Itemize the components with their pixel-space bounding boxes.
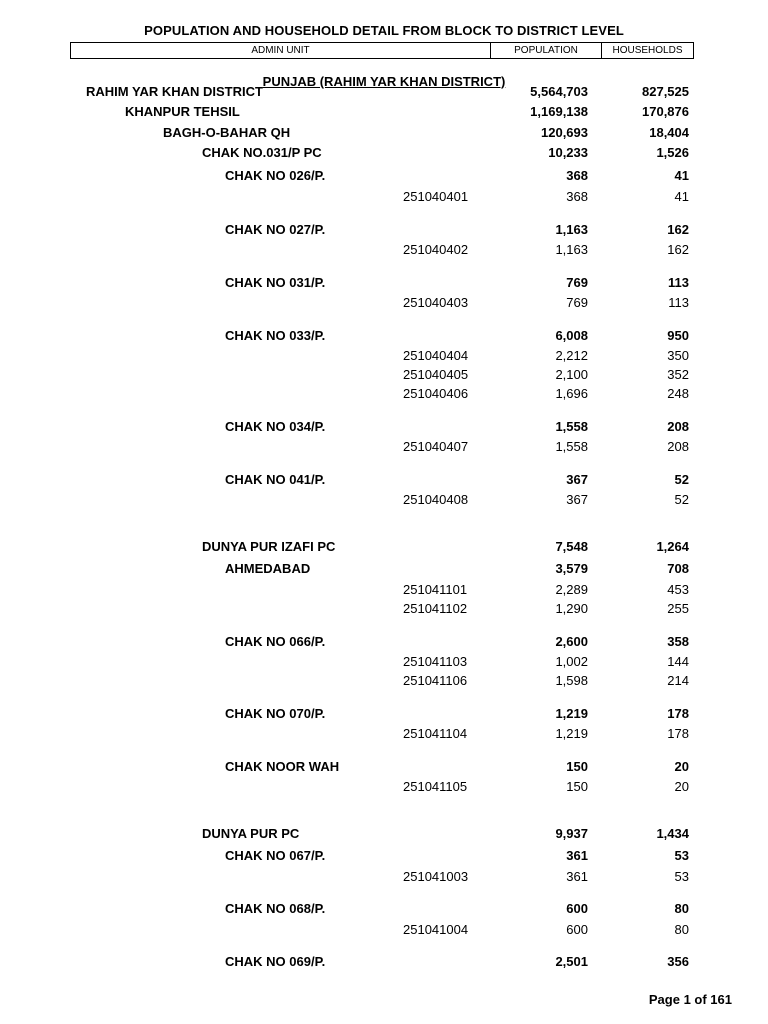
households-value: 350	[667, 348, 689, 363]
population-value: 361	[566, 869, 588, 884]
households-value: 18,404	[649, 125, 689, 140]
block-code: 251041004	[403, 922, 469, 937]
block-code: 251041101	[403, 582, 468, 597]
unit-name: CHAK NO 070/P.	[225, 706, 326, 721]
block-code: 251041103	[403, 654, 468, 669]
population-value: 368	[566, 168, 588, 183]
unit-name: CHAK NO 027/P.	[225, 222, 326, 237]
households-value: 113	[668, 275, 689, 290]
block-row	[0, 385, 768, 403]
village-row	[0, 327, 768, 345]
pc-row	[0, 825, 768, 843]
block-row	[0, 653, 768, 671]
households-value: 178	[667, 706, 689, 721]
population-value: 769	[566, 275, 588, 290]
unit-name: RAHIM YAR KHAN DISTRICT	[86, 84, 263, 99]
block-row	[0, 438, 768, 456]
population-value: 600	[566, 922, 588, 937]
block-code: 251040406	[403, 386, 469, 401]
households-value: 1,526	[656, 145, 689, 160]
population-value: 9,937	[555, 826, 588, 841]
households-value: 113	[668, 295, 689, 310]
population-value: 7,548	[555, 539, 588, 554]
unit-name: CHAK NO 031/P.	[225, 275, 326, 290]
block-row	[0, 600, 768, 618]
households-value: 178	[667, 726, 689, 741]
population-value: 600	[566, 901, 588, 916]
population-value: 10,233	[548, 145, 588, 160]
households-value: 1,434	[656, 826, 689, 841]
population-value: 368	[566, 189, 588, 204]
block-code: 251040402	[403, 242, 469, 257]
village-row	[0, 758, 768, 776]
village-row	[0, 221, 768, 239]
block-code: 251041106	[403, 673, 468, 688]
header-admin-unit: ADMIN UNIT	[71, 43, 491, 58]
block-row	[0, 725, 768, 743]
population-value: 150	[566, 759, 588, 774]
block-code: 251040404	[403, 348, 469, 363]
block-row	[0, 294, 768, 312]
village-row	[0, 633, 768, 651]
header-households: HOUSEHOLDS	[612, 45, 683, 56]
population-value: 2,212	[555, 348, 588, 363]
households-value: 358	[667, 634, 689, 649]
unit-name: CHAK NO 033/P.	[225, 328, 326, 343]
unit-name: CHAK NO.031/P PC	[202, 145, 322, 160]
households-value: 248	[667, 386, 689, 401]
village-row	[0, 953, 768, 971]
tehsil-row	[0, 103, 768, 121]
block-code: 251040407	[403, 439, 469, 454]
population-value: 1,002	[555, 654, 588, 669]
population-value: 5,564,703	[530, 84, 588, 99]
block-row	[0, 778, 768, 796]
block-row	[0, 868, 768, 886]
households-value: 20	[674, 759, 689, 774]
block-row	[0, 672, 768, 690]
households-value: 950	[667, 328, 689, 343]
block-code: 251041105	[403, 779, 468, 794]
population-value: 2,100	[555, 367, 588, 382]
population-value: 769	[566, 295, 588, 310]
block-row	[0, 581, 768, 599]
block-code: 251041102	[403, 601, 468, 616]
households-value: 827,525	[642, 84, 689, 99]
unit-name: DUNYA PUR IZAFI PC	[202, 539, 336, 554]
population-value: 361	[566, 848, 588, 863]
population-value: 2,600	[555, 634, 588, 649]
village-row	[0, 705, 768, 723]
village-row	[0, 900, 768, 918]
district-row	[0, 83, 768, 101]
block-row	[0, 241, 768, 259]
unit-name: CHAK NO 066/P.	[225, 634, 326, 649]
page-number: Page 1 of 161	[648, 992, 732, 1007]
block-code: 251040408	[403, 492, 469, 507]
households-value: 20	[674, 779, 689, 794]
population-value: 1,219	[555, 726, 588, 741]
pc-row	[0, 538, 768, 556]
unit-name: KHANPUR TEHSIL	[125, 104, 240, 119]
block-row	[0, 347, 768, 365]
population-value: 2,289	[555, 582, 588, 597]
households-value: 52	[674, 472, 689, 487]
households-value: 41	[674, 189, 689, 204]
population-value: 6,008	[555, 328, 588, 343]
households-value: 214	[667, 673, 689, 688]
block-code: 251040403	[403, 295, 469, 310]
unit-name: CHAK NOOR WAH	[225, 759, 340, 774]
population-value: 1,169,138	[530, 104, 588, 119]
block-row	[0, 491, 768, 509]
header-population: POPULATION	[491, 43, 602, 58]
unit-name: CHAK NO 069/P.	[225, 954, 326, 969]
population-value: 1,290	[555, 601, 588, 616]
population-value: 1,219	[555, 706, 588, 721]
population-value: 2,501	[555, 954, 588, 969]
population-value: 1,696	[555, 386, 588, 401]
qh-row	[0, 124, 768, 142]
unit-name: CHAK NO 068/P.	[225, 901, 326, 916]
population-value: 3,579	[555, 561, 588, 576]
region-heading: PUNJAB (RAHIM YAR KHAN DISTRICT)	[262, 74, 506, 89]
block-row	[0, 366, 768, 384]
population-value: 1,558	[555, 439, 588, 454]
block-code: 251040401	[403, 189, 469, 204]
village-row	[0, 167, 768, 185]
village-row	[0, 560, 768, 578]
unit-name: CHAK NO 026/P.	[225, 168, 326, 183]
households-value: 144	[667, 654, 689, 669]
households-value: 80	[674, 922, 689, 937]
population-value: 367	[566, 472, 588, 487]
population-value: 1,598	[555, 673, 588, 688]
unit-name: DUNYA PUR PC	[202, 826, 300, 841]
households-value: 708	[667, 561, 689, 576]
households-value: 1,264	[656, 539, 689, 554]
households-value: 53	[674, 869, 689, 884]
unit-name: CHAK NO 034/P.	[225, 419, 326, 434]
households-value: 208	[667, 419, 689, 434]
population-value: 150	[566, 779, 588, 794]
block-code: 251041104	[403, 726, 468, 741]
pc-row	[0, 144, 768, 162]
unit-name: BAGH-O-BAHAR QH	[163, 125, 291, 140]
block-code: 251040405	[403, 367, 469, 382]
households-value: 53	[674, 848, 689, 863]
households-value: 356	[667, 954, 689, 969]
households-value: 208	[667, 439, 689, 454]
households-value: 453	[667, 582, 689, 597]
households-value: 80	[674, 901, 689, 916]
population-value: 367	[566, 492, 588, 507]
village-row	[0, 847, 768, 865]
households-value: 162	[667, 222, 689, 237]
households-value: 162	[667, 242, 689, 257]
population-value: 1,163	[555, 242, 588, 257]
households-value: 170,876	[642, 104, 689, 119]
block-code: 251041003	[403, 869, 469, 884]
households-value: 41	[674, 168, 689, 183]
population-value: 120,693	[541, 125, 588, 140]
unit-name: CHAK NO 041/P.	[225, 472, 326, 487]
unit-name: CHAK NO 067/P.	[225, 848, 326, 863]
village-row	[0, 274, 768, 292]
population-value: 1,558	[555, 419, 588, 434]
block-row	[0, 921, 768, 939]
page-title: POPULATION AND HOUSEHOLD DETAIL FROM BLOCK TO DISTRICT LEVEL	[144, 23, 624, 38]
households-value: 255	[667, 601, 689, 616]
households-value: 52	[674, 492, 689, 507]
village-row	[0, 418, 768, 436]
village-row	[0, 471, 768, 489]
unit-name: AHMEDABAD	[225, 561, 311, 576]
population-value: 1,163	[555, 222, 588, 237]
households-value: 352	[667, 367, 689, 382]
block-row	[0, 188, 768, 206]
